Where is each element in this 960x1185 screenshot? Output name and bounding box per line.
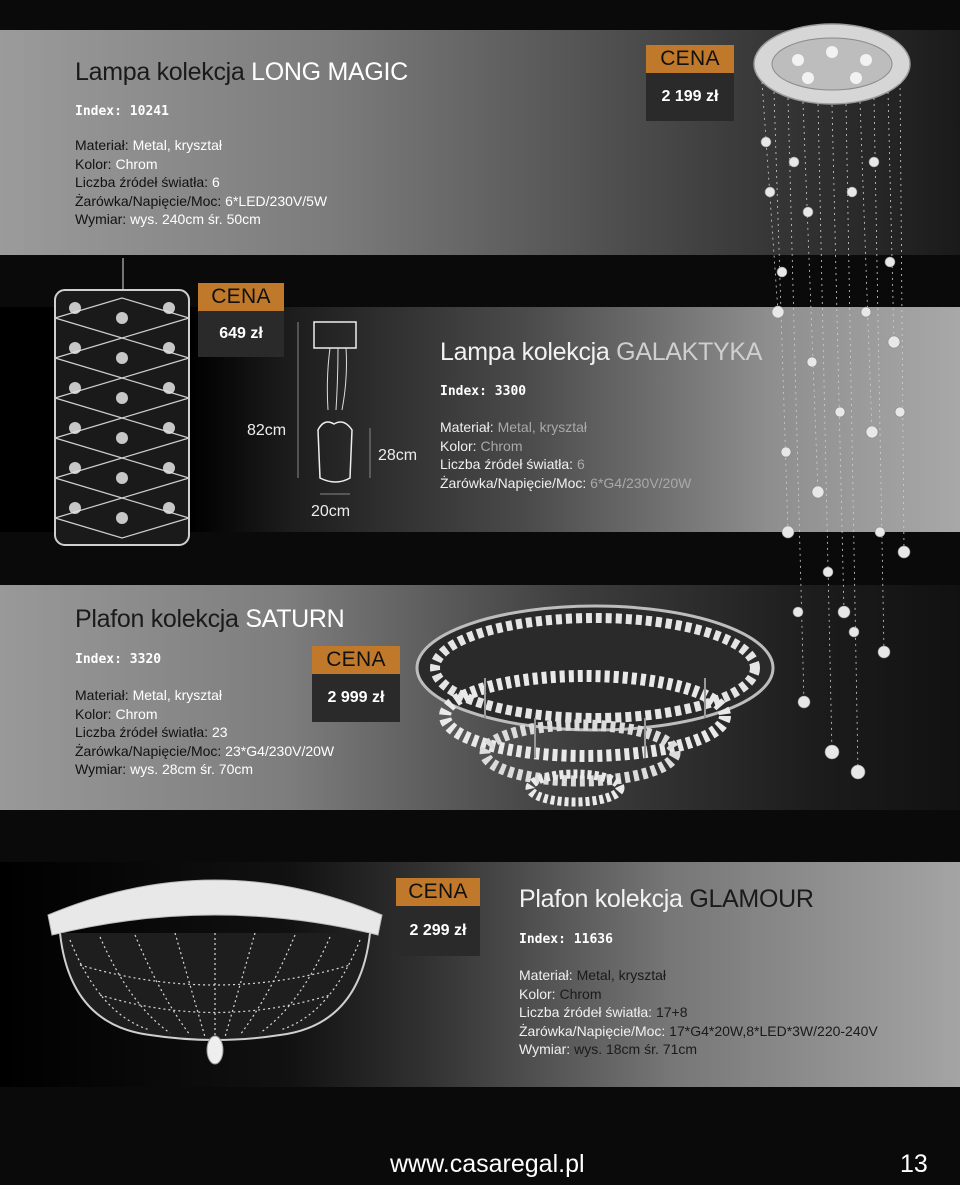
price-box bbox=[312, 646, 400, 722]
galaktyka-lamp-image bbox=[45, 258, 195, 554]
spec-list bbox=[75, 136, 327, 229]
saturn-lamp-image bbox=[405, 598, 785, 818]
spec-material: Materiał: Metal, kryształ bbox=[519, 967, 667, 983]
title-prefix: Lampa kolekcja bbox=[440, 338, 610, 366]
spec-light-sources: Liczba źródeł światła: 6 bbox=[75, 174, 220, 190]
collection-name: GALAKTYKA bbox=[616, 338, 763, 366]
long-magic-lamp-image bbox=[748, 12, 916, 792]
product-index: Index: 3300 bbox=[440, 384, 527, 399]
price-value: 2 999 zł bbox=[312, 674, 400, 722]
spec-material: Materiał: Metal, kryształ bbox=[440, 419, 588, 435]
spec-color: Kolor: Chrom bbox=[75, 155, 158, 172]
dimension-height: 82cm bbox=[247, 422, 287, 439]
collection-name: LONG MAGIC bbox=[251, 58, 408, 86]
spec-color: Kolor: Chrom bbox=[519, 985, 602, 1002]
dimension-shade-height: 28cm bbox=[378, 447, 418, 464]
spec-material: Materiał: Metal, kryształ bbox=[75, 137, 223, 153]
spec-list bbox=[75, 686, 334, 779]
price-value: 2 299 zł bbox=[396, 906, 480, 956]
price-label: CENA bbox=[396, 878, 480, 906]
title-prefix: Lampa kolekcja bbox=[75, 58, 245, 86]
spec-bulb: Żarówka/Napięcie/Moc: 6*LED/230V/5W bbox=[75, 192, 328, 209]
product-title bbox=[440, 338, 762, 367]
spec-material: Materiał: Metal, kryształ bbox=[75, 687, 223, 703]
price-box bbox=[396, 878, 480, 956]
title-prefix: Plafon kolekcja bbox=[519, 885, 683, 913]
footer-url[interactable]: www.casaregal.pl bbox=[390, 1150, 585, 1178]
price-value: 2 199 zł bbox=[646, 73, 734, 121]
spec-dimensions: Wymiar: wys. 18cm śr. 71cm bbox=[519, 1041, 698, 1057]
glamour-lamp-image bbox=[40, 855, 390, 1080]
dimension-width: 20cm bbox=[311, 503, 351, 520]
page-number: 13 bbox=[900, 1150, 928, 1178]
spec-color: Kolor: Chrom bbox=[75, 705, 158, 722]
spec-light-sources: Liczba źródeł światła: 6 bbox=[440, 456, 585, 472]
product-index: Index: 10241 bbox=[75, 104, 169, 119]
spec-light-sources: Liczba źródeł światła: 17+8 bbox=[519, 1004, 688, 1020]
collection-name: SATURN bbox=[245, 605, 345, 633]
spec-bulb: Żarówka/Napięcie/Moc: 17*G4*20W,8*LED*3W/220-240V bbox=[519, 1022, 878, 1039]
spec-bulb: Żarówka/Napięcie/Moc: 6*G4/230V/20W bbox=[440, 474, 692, 491]
product-index: Index: 11636 bbox=[519, 932, 613, 947]
title-prefix: Plafon kolekcja bbox=[75, 605, 239, 633]
price-box bbox=[198, 283, 284, 357]
spec-bulb: Żarówka/Napięcie/Moc: 23*G4/230V/20W bbox=[75, 742, 335, 759]
product-title bbox=[75, 605, 344, 634]
spec-list bbox=[519, 966, 878, 1059]
spec-dimensions: Wymiar: wys. 28cm śr. 70cm bbox=[75, 761, 254, 777]
spec-light-sources: Liczba źródeł światła: 23 bbox=[75, 724, 228, 740]
price-label: CENA bbox=[312, 646, 400, 674]
price-label: CENA bbox=[198, 283, 284, 311]
product-index: Index: 3320 bbox=[75, 652, 162, 667]
price-value: 649 zł bbox=[198, 311, 284, 357]
price-label: CENA bbox=[646, 45, 734, 73]
collection-name: GLAMOUR bbox=[689, 885, 814, 913]
spec-color: Kolor: Chrom bbox=[440, 437, 523, 454]
spec-list bbox=[440, 418, 691, 492]
product-title bbox=[75, 58, 408, 87]
product-title bbox=[519, 885, 814, 914]
dimension-drawing bbox=[290, 318, 400, 508]
spec-dimensions: Wymiar: wys. 240cm śr. 50cm bbox=[75, 211, 261, 227]
price-box bbox=[646, 45, 734, 121]
